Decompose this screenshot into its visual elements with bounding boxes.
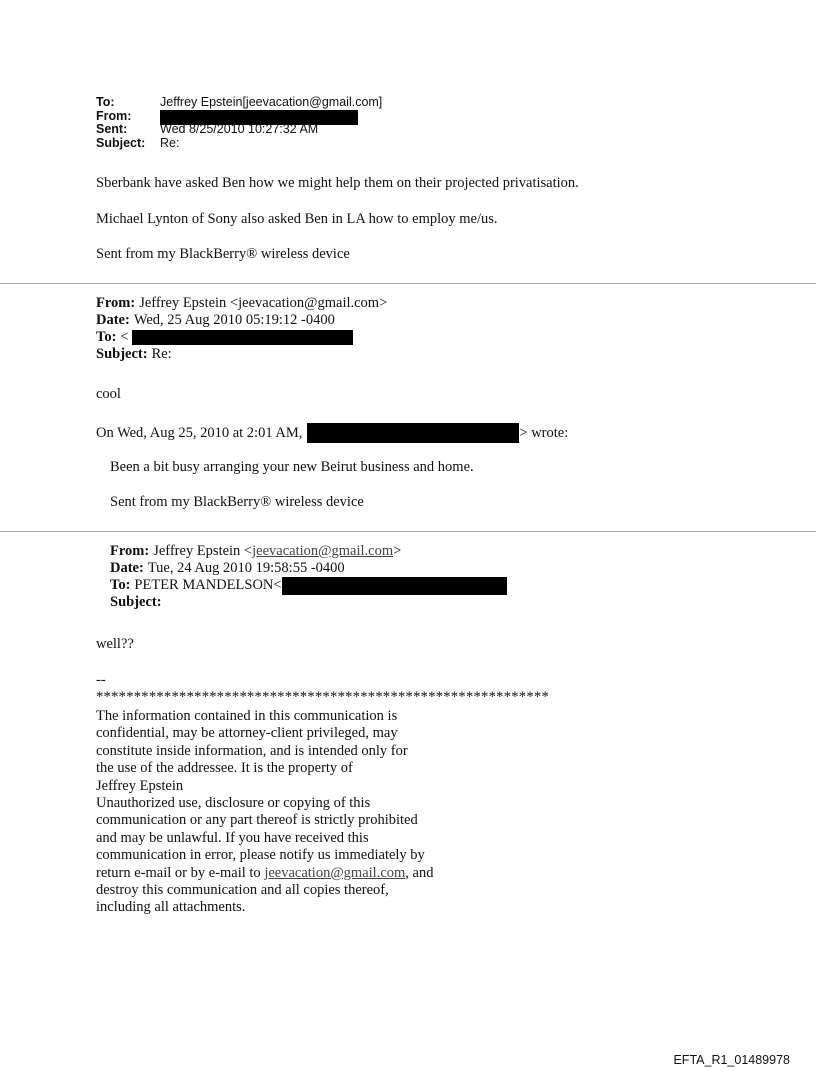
message3-body: well?? <box>96 636 134 652</box>
disclaimer-line: constitute inside information, and is intended only for <box>96 742 408 759</box>
disclaimer-line: Jeffrey Epstein <box>96 777 184 794</box>
message2-body: cool <box>96 386 121 402</box>
divider <box>0 283 816 284</box>
message3-date-row <box>110 560 507 577</box>
redaction-bar <box>132 330 353 345</box>
header-subject-value: Re: <box>160 135 180 150</box>
redaction-bar <box>307 423 519 443</box>
message2-subject-value: Re: <box>151 346 172 362</box>
message2-date-row <box>96 312 387 329</box>
disclaimer-line: the use of the addressee. It is the property of <box>96 760 353 777</box>
message2-quote: Been a bit busy arranging your new Beirut business and home. <box>110 459 474 475</box>
message3-to-label: To: <box>110 577 131 593</box>
header-to-value: Jeffrey Epstein[jeevacation@gmail.com] <box>160 95 383 109</box>
message2-from-label: From: <box>96 295 136 311</box>
message2-to-row <box>96 329 387 346</box>
message3-date-label: Date: <box>110 560 144 576</box>
header-to-label: To: <box>96 95 115 109</box>
disclaimer-line: communication or any part thereof is strictly prohibited <box>96 812 418 829</box>
message2-subject-label: Subject: <box>96 346 148 362</box>
message2-from-row <box>96 295 387 312</box>
message3-subject-row <box>110 594 507 611</box>
message3-from-row <box>110 543 507 560</box>
header-sent-row <box>96 123 382 137</box>
message2-to-value: < <box>120 329 129 345</box>
message2-subject-row <box>96 346 387 363</box>
message1-signature: Sent from my BlackBerry® wireless device <box>96 246 350 262</box>
disclaimer-email-link[interactable]: jeevacation@gmail.com <box>264 864 406 881</box>
disclaimer-line: confidential, may be attorney-client privileged, may <box>96 725 398 742</box>
message3-from-email-link[interactable]: jeevacation@gmail.com <box>252 543 394 559</box>
disclaimer-return-suffix: , and <box>405 864 434 881</box>
message2-to-label: To: <box>96 329 117 345</box>
document-id: EFTA_R1_01489978 <box>673 1053 790 1067</box>
disclaimer-line: communication in error, please notify us immediately by <box>96 847 425 864</box>
message2-header <box>96 295 387 363</box>
message1-para2: Michael Lynton of Sony also asked Ben in LA how to employ me/us. <box>96 211 498 227</box>
disclaimer-line: including all attachments. <box>96 899 246 916</box>
disclaimer-line: The information contained in this communication is <box>96 708 398 724</box>
message3-from-name: Jeffrey Epstein < <box>153 543 253 559</box>
header-sent-label: Sent: <box>96 122 128 136</box>
signature-dashes: -- <box>96 672 106 688</box>
header-subject-row <box>96 137 382 151</box>
header-sent-value: Wed 8/25/2010 10:27:32 AM <box>160 122 319 136</box>
disclaimer-return-line <box>96 865 516 882</box>
message3-subject-label: Subject: <box>110 594 162 610</box>
message3-from-close: > <box>393 543 402 559</box>
message3-from-label: From: <box>110 543 150 559</box>
header-from-label: From: <box>96 108 132 123</box>
divider <box>0 531 816 532</box>
message1-para1: Sberbank have asked Ben how we might help them on their projected privatisation. <box>96 175 579 191</box>
email-header <box>96 96 382 150</box>
message3-to-row <box>110 577 507 594</box>
message2-wrote-suffix: > wrote: <box>519 424 569 441</box>
confidentiality-disclaimer <box>96 708 516 917</box>
message2-date-label: Date: <box>96 312 130 328</box>
header-subject-label: Subject: <box>96 135 146 150</box>
disclaimer-line: Unauthorized use, disclosure or copying of this <box>96 795 371 812</box>
message3-to-value: PETER MANDELSON< <box>134 577 282 593</box>
message2-wrote-prefix: On Wed, Aug 25, 2010 at 2:01 AM, <box>96 424 303 441</box>
disclaimer-line: and may be unlawful. If you have received this <box>96 829 369 846</box>
disclaimer-return-prefix: return e-mail or by e-mail to <box>96 864 265 881</box>
signature-stars: ************************************************************ <box>96 689 549 705</box>
message2-quote-signature: Sent from my BlackBerry® wireless device <box>110 494 364 510</box>
message2-wrote-line <box>96 423 568 443</box>
header-to-row <box>96 96 382 110</box>
message3-header <box>110 543 507 611</box>
disclaimer-line: destroy this communication and all copies thereof, <box>96 882 389 899</box>
message2-date-value: Wed, 25 Aug 2010 05:19:12 -0400 <box>133 312 335 328</box>
message3-date-value: Tue, 24 Aug 2010 19:58:55 -0400 <box>147 560 345 576</box>
message2-from-value: Jeffrey Epstein <jeevacation@gmail.com> <box>139 295 388 311</box>
header-from-row <box>96 110 382 124</box>
redaction-bar <box>282 577 507 595</box>
